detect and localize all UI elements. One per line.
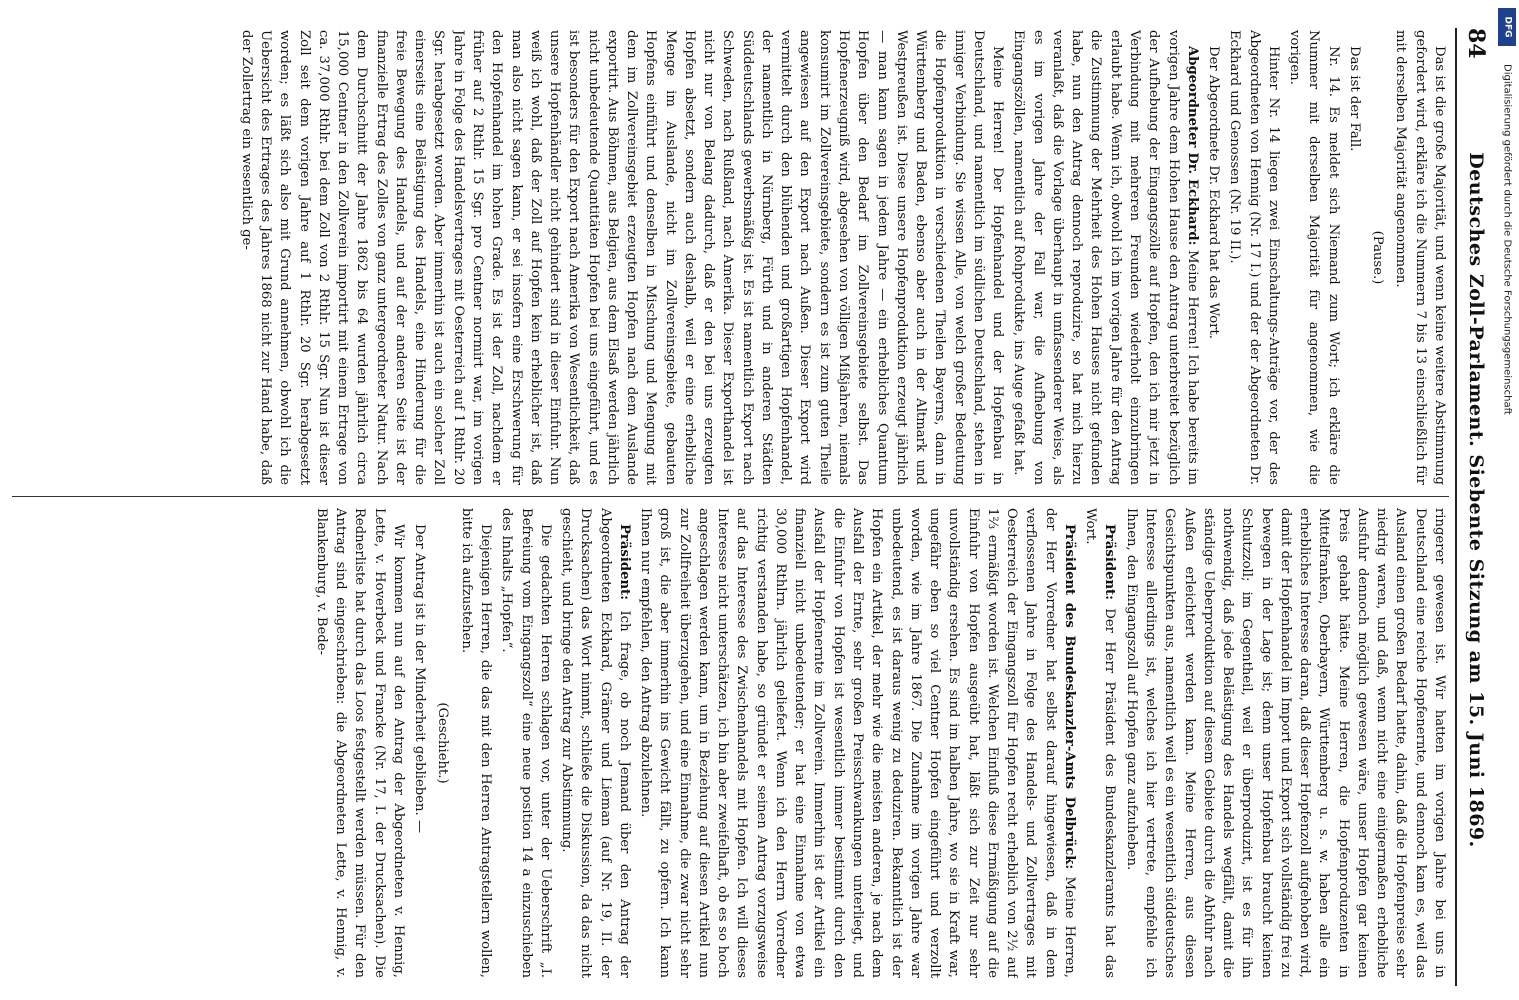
speech-text: Der Herr Präsident des Bundeskanzleramts hat das Wort. <box>1083 508 1118 978</box>
speech-text: Ich frage, ob noch Jemand über den Antrag der Abgeordneten Eckhard, Grämer und Lieman (auf Nr. 19, II. der Drucksachen) das Wort nimmt, schließe die Diskussion, da das nicht geschieht, und bringe den Antrag zur Abstimmung. <box>559 508 632 978</box>
stage-direction: (Pause.) <box>1370 230 1386 285</box>
header-rule <box>1455 28 1457 986</box>
page-number: 84 <box>1463 28 1489 59</box>
paragraph: Der Abgeordnete Dr. Eckhard hat das Wort. <box>1206 46 1222 339</box>
running-title: Deutsches Zoll-Parlament. Siebente Sitzung am 15. Juni 1869. <box>1465 152 1487 848</box>
digitization-credit: Digitalisierung gefördert durch die Deutsche Forschungsgemeinschaft <box>1501 64 1513 415</box>
stage-direction: (Geschieht.) <box>435 702 451 784</box>
text-column-right <box>10 508 1449 978</box>
dfg-logo: DFG <box>1498 8 1516 46</box>
speech <box>1009 30 1202 485</box>
paragraph: Hinter Nr. 14 liegen zwei Einschaltungs-Anträge vor, der des Abgeordneten von Hennig (Nr. 17 I.) und der der Abgeordneten Dr. Eckhard und Genossen (Nr. 19 II.). <box>1227 30 1281 485</box>
text-column-left <box>10 30 1449 485</box>
column-divider <box>12 496 1449 497</box>
paragraph: ringerer gewesen ist. Wir hatten im vorigen Jahre bei uns in Deutschland eine reiche Hopfenernte, und dennoch kam es, weil das Ausland einen großen Bedarf hatte, dahin, daß die Hopfenpreise sehr niedrig waren, und daß, wenn nicht eine einigermaßen erhebliche Ausfuhr dennoch möglich gewesen wäre, unser Hopfen gar keinen Preis gehabt hätte. Meine Herren, die Hopfenproduzenten in Mittelfranken, Oberbayern, Württemberg u. s. w. haben alle ein erhebliches Interesse daran, daß dieser Hopfenzoll aufgehoben wird, damit der Hopfenhandel im Import und Export sich vollständig frei zu bewegen in der Lage ist; denn unser Hopfenbau braucht keinen Schutzzoll; im Gegentheil, weil er überproduzirt, ist es für ihn nothwendig, daß jede Belästigung des Handels wegfällt, damit die ständige Ueberproduktion auf diesem Gebiete durch die Abfuhr nach Außen erleichtert werden kann. Meine Herren, aus diesen Gesichtspunkten aus, namentlich weil es ein wesentlich süddeutsches Interesse allerdings ist, welches ich hier vertrete, empfehle ich Ihnen, den Eingangszoll auf Hopfen ganz aufzuheben. <box>1123 508 1447 978</box>
speech <box>1081 508 1120 978</box>
paragraph: Die gedachten Herren schlagen vor, unter der Ueberschrift „I. Befreiung vom Eingangszoll“ eine neue position 14 a einzuschieben des Inhalts „Hopfen“. <box>499 508 553 978</box>
speech-text: Meine Herren! Ich habe bereits im vorigen Jahre dem Hohen Hause den Antrag unterbreitet bezüglich der Aufhebung der Eingangszölle auf Hopfen, den ich mir jetzt in Verbindung mit mehreren Freunden wiederholt einzubringen erlaubt habe. Wenn ich, obwohl ich im vorigen Jahre für den Antrag die Zustimmung der Mehrheit des Hohen Hauses nicht gefunden habe, nun den Antrag dennoch reproduzire, so hat mich hierzu veranlaßt, daß die Vorlage überhaupt in umfassenderer Weise, als es im vorigen Jahre der Fall war, die Aufhebung von Eingangszöllen, namentlich auf Rohprodukte, ins Auge gefaßt hat. <box>1011 30 1200 485</box>
digitization-sidebar <box>1495 0 1519 1000</box>
page-header <box>1455 0 1495 1000</box>
speech-text: Meine Herren, der Herr Vorredner hat selbst darauf hingewiesen, daß in dem verflossenen Jahre in Folge des Handels- und Zollvertrages mit Oesterreich der Eingangszoll für Hopfen recht erheblich von 2½ auf 1⅔ ermäßigt worden ist. Welchen Einfluß diese Ermäßigung auf die Einfuhr von Hopfen ausgeübt hat, läßt sich zur Zeit nur sehr unvollständig ersehen. Es sind im halben Jahre, wo sie in Kraft war, ungefähr eben so viel Centner Hopfen eingeführt und verzollt worden, wie im Jahre 1867. Die Zunahme im vorigen Jahre war unbedeutend, es ist daraus wenig zu deduziren. Bekanntlich ist der Hopfen ein Artikel, der mehr wie die meisten anderen, je nach dem Ausfall der Ernte, sehr großen Preisschwankungen unterliegt, und die Einfuhr von Hopfen ist wesentlich immer bestimmt durch den Ausfall der Hopfenernte im Zollverein. Immerhin ist der Artikel ein finanziell nicht unbedeutender; er hat eine Einnahme von etwa 30,000 Rthlrn. jährlich geliefert. Wenn ich den Herrn Vorredner richtig verstanden habe, so gründet er seinen Antrag vorzugsweise auf das Interesse des Zwischenhandels mit Hopfen. Ich will dieses Interesse nicht unterschätzen, ich bin aber zweifelhaft, ob es so hoch angeschlagen werden kann, um in Beziehung auf diesen Artikel nun zur Zollfreiheit überzugehen, und eine Einnahme, die zwar nicht sehr groß ist, die aber immerhin ins Gewicht fällt, zu opfern. Ich kann Ihnen nur empfehlen, den Antrag abzulehnen. <box>638 508 1077 978</box>
speaker-name: Präsident: <box>616 524 632 601</box>
speaker-name: Präsident des Bundeskanzler-Amts Delbrück: <box>1061 524 1077 870</box>
speaker-name: Abgeordneter Dr. Eckhard: <box>1184 46 1200 246</box>
speaker-name: Präsident: <box>1102 524 1118 601</box>
speech <box>557 508 634 978</box>
speech <box>636 508 1079 978</box>
paragraph: Nr. 14. Es meldet sich Niemand zum Wort; ich erkläre die Nummer mit derselben Majorität für angenommen, wie die vorigen. <box>1287 30 1341 485</box>
paragraph: Das ist der Fall. <box>1346 46 1362 152</box>
paragraph: Das ist die große Majorität, und wenn keine weitere Abstimmung gefordert wird, erkläre ich die Nummern 7 bis 13 einschließlich für mit derselben Majorität angenommen. <box>1393 30 1447 485</box>
paragraph: Meine Herren! Der Hopfenhandel und der Hopfenbau in Deutschland, und namentlich im südlichen Deutschland, stehen in inniger Verbindung. Sie wissen Alle, von welch großer Bedeutung die Hopfenproduktion in verschiedenen Theilen Bayerns, dann in Württemberg und Baden, ebenso aber auch in der Altmark und Westpreußen ist. Diese unsere Hopfenproduktion erzeugt jährlich — man kann sagen in jedem Jahre — ein erhebliches Quantum Hopfen über den Bedarf im Zollvereinsgebiete selbst. Das Hopfenerzeugniß wird, abgesehen von völligen Mißjahren, niemals konsumirt im Zollvereinsgebiete, sondern es ist zum guten Theile angewiesen auf den Export nach Außen. Dieser Export wird vermittelt durch den blühenden und großartigen Hopfenhandel, der namentlich in Nürnberg, Fürth und in anderen Städten Süddeutschlands gewerbsmäßig ist. Es ist namentlich Export nach Schweden, nach Rußland, nach Amerika. Dieser Exporthandel ist nicht nur von Belang dadurch, daß er den bei uns erzeugten Hopfen absetzt, sondern auch deshalb, weil er eine erhebliche Menge im Auslande, nicht im Zollvereinsgebiete, gebauten Hopfens einführt und denselben in Mischung und Mengung mit dem im Zollvereinsgebiet erzeugten Hopfen nach dem Auslande exportirt. Aus Böhmen, aus Belgien, aus dem Elsaß werden jährlich nicht unbedeutende Quantitäten Hopfen bei uns eingeführt, und es ist besonders für den Export nach Amerika von Wesentlichkeit, daß unsere Hopfenhändler nicht gehindert sind in dieser Einfuhr. Nun weiß ich wohl, daß der Zoll auf Hopfen kein erheblicher ist, daß man also nicht sagen kann, er sei insofern eine Erschwerung für den Hopfenhandel im hohen Grade. Es ist der Zoll, nachdem er früher auf 2 Rthlr. 15 Sgr. pro Centner normirt war, im vorigen Jahre in Folge des Handelsvertrages mit Oesterreich auf 1 Rthlr. 20 Sgr. herabgesetzt worden. Aber immerhin ist auch ein solcher Zoll einerseits eine Belästigung des Handels, eine Hinderung für die freie Bewegung des Handels, und auf der anderen Seite ist der finanzielle Ertrag des Zolles von ganz untergeordneter Natur. Nach dem Durchschnitt der Jahre 1862 bis 64 wurden jährlich circa 15,000 Centner in den Zollverein importirt mit einem Ertrage von ca. 37,000 Rthlr. bei dem Zoll von 2 Rthlr. 15 Sgr. Nun ist dieser Zoll seit dem vorigen Jahre auf 1 Rthlr. 20 Sgr. herabgesetzt worden; es läßt sich also mit Grund annehmen, obwohl ich die Uebersicht des Ertrages des Jahres 1868 nicht zur Hand habe, daß der Zollertrag ein wesentlich ge- <box>238 30 1006 485</box>
paragraph: Wir kommen nun auf den Antrag der Abgeordneten v. Hennig, Lette, v. Hoverbeck und Francke (Nr. 17, I. der Drucksachen). Die Rednerliste hat durch das Loos festgestellt werden müssen. Für den Antrag sind eingeschrieben: die Abgeordneten Lette, v. Hennig, v. Blankenburg, v. Bede- <box>313 508 406 978</box>
paragraph: Der Antrag ist in der Minderheit geblieben. — <box>412 524 428 834</box>
paragraph: Diejenigen Herren, die das mit den Herren Antragstellern wollen, bitte ich aufzustehen. <box>458 508 493 978</box>
